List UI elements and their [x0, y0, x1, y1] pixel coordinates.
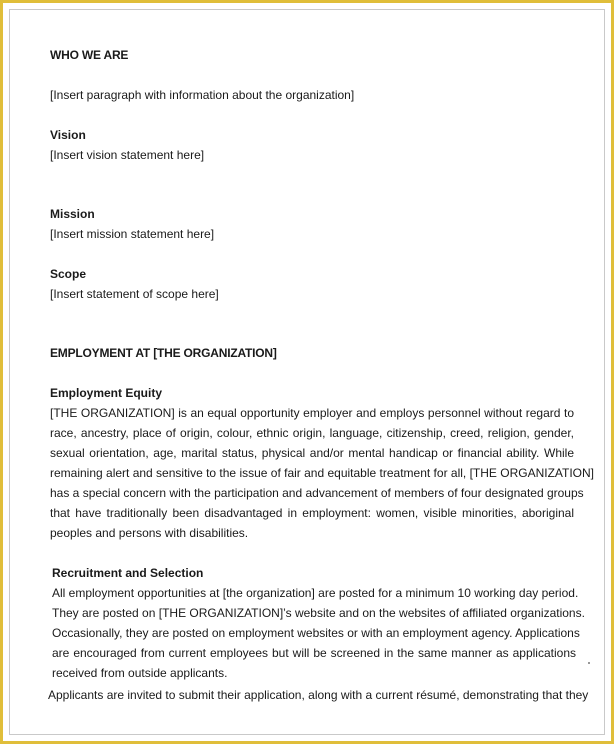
recruitment-line: are encouraged from current employees but will be screened in the same manner as applications: [52, 646, 576, 660]
equity-line: remaining alert and sensitive to the issue of fair and equitable treatment for all, [THE ORGANIZATION]: [50, 466, 595, 480]
recruitment-paragraph: [52, 583, 585, 683]
recruitment-heading: Recruitment and Selection: [52, 566, 204, 580]
mission-text: [Insert mission statement here]: [50, 227, 215, 241]
vision-heading: Vision: [50, 128, 86, 142]
equity-line: sexual orientation, age, marital status, physical and/or mental handicap or financial ability. While: [50, 446, 574, 460]
recruitment-line: Occasionally, they are posted on employment websites or with an employment agency. Applications: [52, 626, 580, 640]
recruitment-line: They are posted on [THE ORGANIZATION]’s website and on the websites of affiliated organizations.: [52, 606, 585, 620]
equity-line: that have traditionally been disadvantaged in employment: women, visible minorities, aboriginal: [50, 506, 574, 520]
recruitment-line: All employment opportunities at [the organization] are posted for a minimum 10 working day period.: [52, 586, 579, 600]
stray-mark: [588, 662, 590, 664]
who-we-are-heading: WHO WE ARE: [50, 48, 129, 62]
mission-heading: Mission: [50, 207, 95, 221]
recruitment-line: received from outside applicants.: [52, 666, 228, 680]
employment-heading: EMPLOYMENT AT [THE ORGANIZATION]: [50, 346, 277, 360]
document-page: [9, 9, 605, 735]
equity-line: has a special concern with the participation and advancement of members of four designated groups: [50, 486, 584, 500]
equity-line: peoples and persons with disabilities.: [50, 526, 249, 540]
employment-equity-heading: Employment Equity: [50, 386, 163, 400]
equity-line: race, ancestry, place of origin, colour, ethnic origin, language, citizenship, creed, religion, gender,: [50, 426, 574, 440]
scope-text: [Insert statement of scope here]: [50, 287, 219, 301]
vision-text: [Insert vision statement here]: [50, 148, 205, 162]
equity-line: [THE ORGANIZATION] is an equal opportunity employer and employs personnel without regard to: [50, 406, 574, 420]
applicants-line: Applicants are invited to submit their application, along with a current résumé, demonstrating that they: [48, 688, 589, 702]
employment-equity-paragraph: [50, 403, 595, 543]
scope-heading: Scope: [50, 267, 87, 281]
who-we-are-paragraph: [Insert paragraph with information about the organization]: [50, 88, 355, 102]
